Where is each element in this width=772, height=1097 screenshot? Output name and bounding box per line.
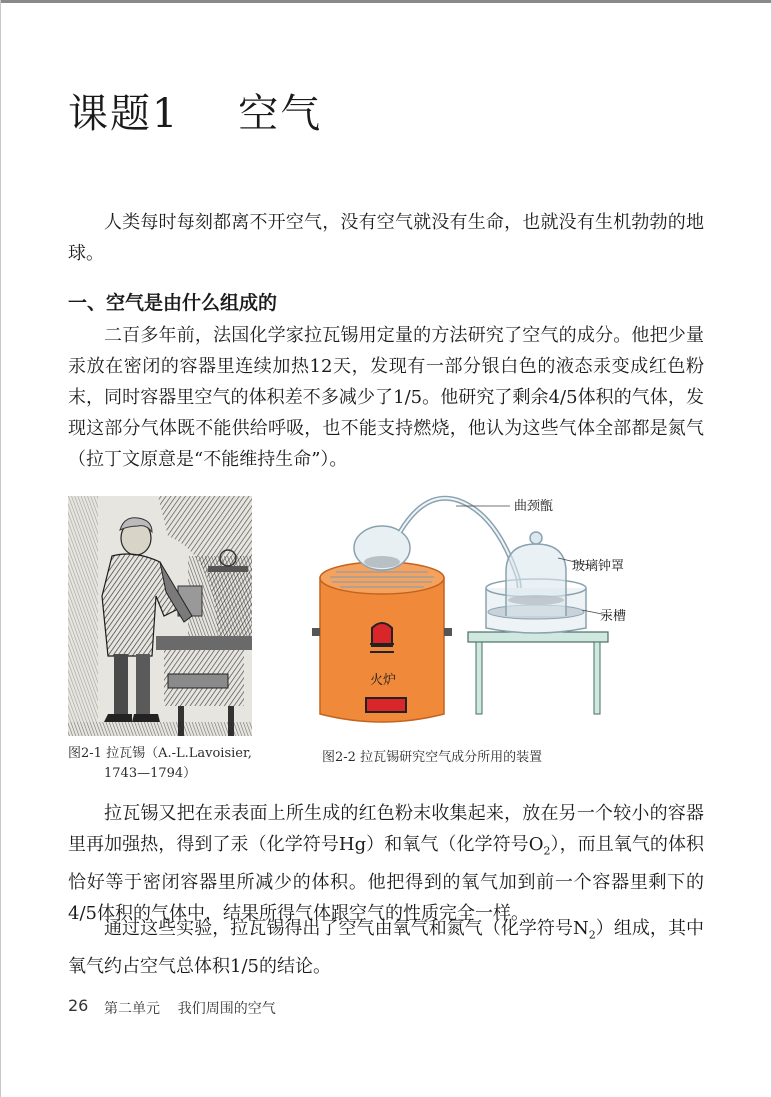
- paragraph-oxygen-experiment: [68, 798, 704, 929]
- retort-label: 曲颈甑: [514, 499, 554, 514]
- bell-jar-label: 玻璃钟罩: [572, 559, 625, 574]
- paragraph-oxygen-text-a: 拉瓦锡又把在汞表面上所生成的红色粉末收集起来，放在另一个较小的容器里再加强热，得到了汞（化学符号Hg）和氧气（化学符号O: [68, 803, 704, 855]
- fire-window: [372, 623, 392, 646]
- lavoisier-engraving: [68, 496, 252, 736]
- trough-label: 汞槽: [600, 609, 627, 624]
- figure-2-1-caption-line1: 图2-1 拉瓦锡（A.-L.Lavoisier,: [68, 746, 252, 761]
- o2-subscript: 2: [543, 844, 551, 858]
- bell-jar: [506, 544, 566, 616]
- paragraph-conclusion-text-a: 通过这些实验，拉瓦锡得出了空气由氧气和氮气（化学符号N: [104, 918, 589, 939]
- ash-door: [366, 698, 406, 712]
- lavoisier-portrait-image: [68, 496, 252, 736]
- paragraph-oxygen-text-b: ），而且氧气的体积恰好等于密闭容器里所减少的体积。他把得到的氧气加到前一个容器里剩下的4/5体积的气体中，结果所得气体跟空气的性质完全一样。: [68, 834, 705, 924]
- paragraph-lavoisier-experiment: 二百多年前，法国化学家拉瓦锡用定量的方法研究了空气的成分。他把少量汞放在密闭的容器里连续加热12天，发现有一部分银白色的液态汞变成红色粉末，同时容器里空气的体积差不多减少了1/5。他研究了剩余4/5体积的气体，发现这部分气体既不能供给呼吸，也不能支持燃烧，他认为这些气体全部都是氮气（拉丁文原意是“不能维持生命”）。: [68, 325, 704, 470]
- page-top-border: [0, 0, 772, 3]
- figure-2-1-caption-line2: 1743—1794）: [104, 766, 197, 781]
- figure-2-1-caption: [68, 744, 252, 784]
- unit-title: 第二单元 我们周围的空气: [104, 1001, 276, 1017]
- intro-paragraph: 人类每时每刻都离不开空气，没有空气就没有生命，也就没有生机勃勃的地球。: [68, 212, 704, 264]
- section-heading: 一、空气是由什么组成的: [68, 292, 278, 314]
- n2-subscript: 2: [588, 928, 596, 942]
- page-title: 课题1 空气: [68, 91, 323, 137]
- furnace-label: 火炉: [370, 673, 397, 688]
- paragraph-conclusion-text-b: ）组成，其中氧气约占空气总体积1/5的结论。: [68, 918, 704, 977]
- paragraph-conclusion: [68, 913, 704, 982]
- page-left-border: [0, 0, 1, 1097]
- lavoisier-apparatus-diagram: [300, 488, 720, 738]
- page-number: 26: [68, 996, 89, 1015]
- figure-2-2-caption: 图2-2 拉瓦锡研究空气成分所用的装置: [322, 750, 543, 765]
